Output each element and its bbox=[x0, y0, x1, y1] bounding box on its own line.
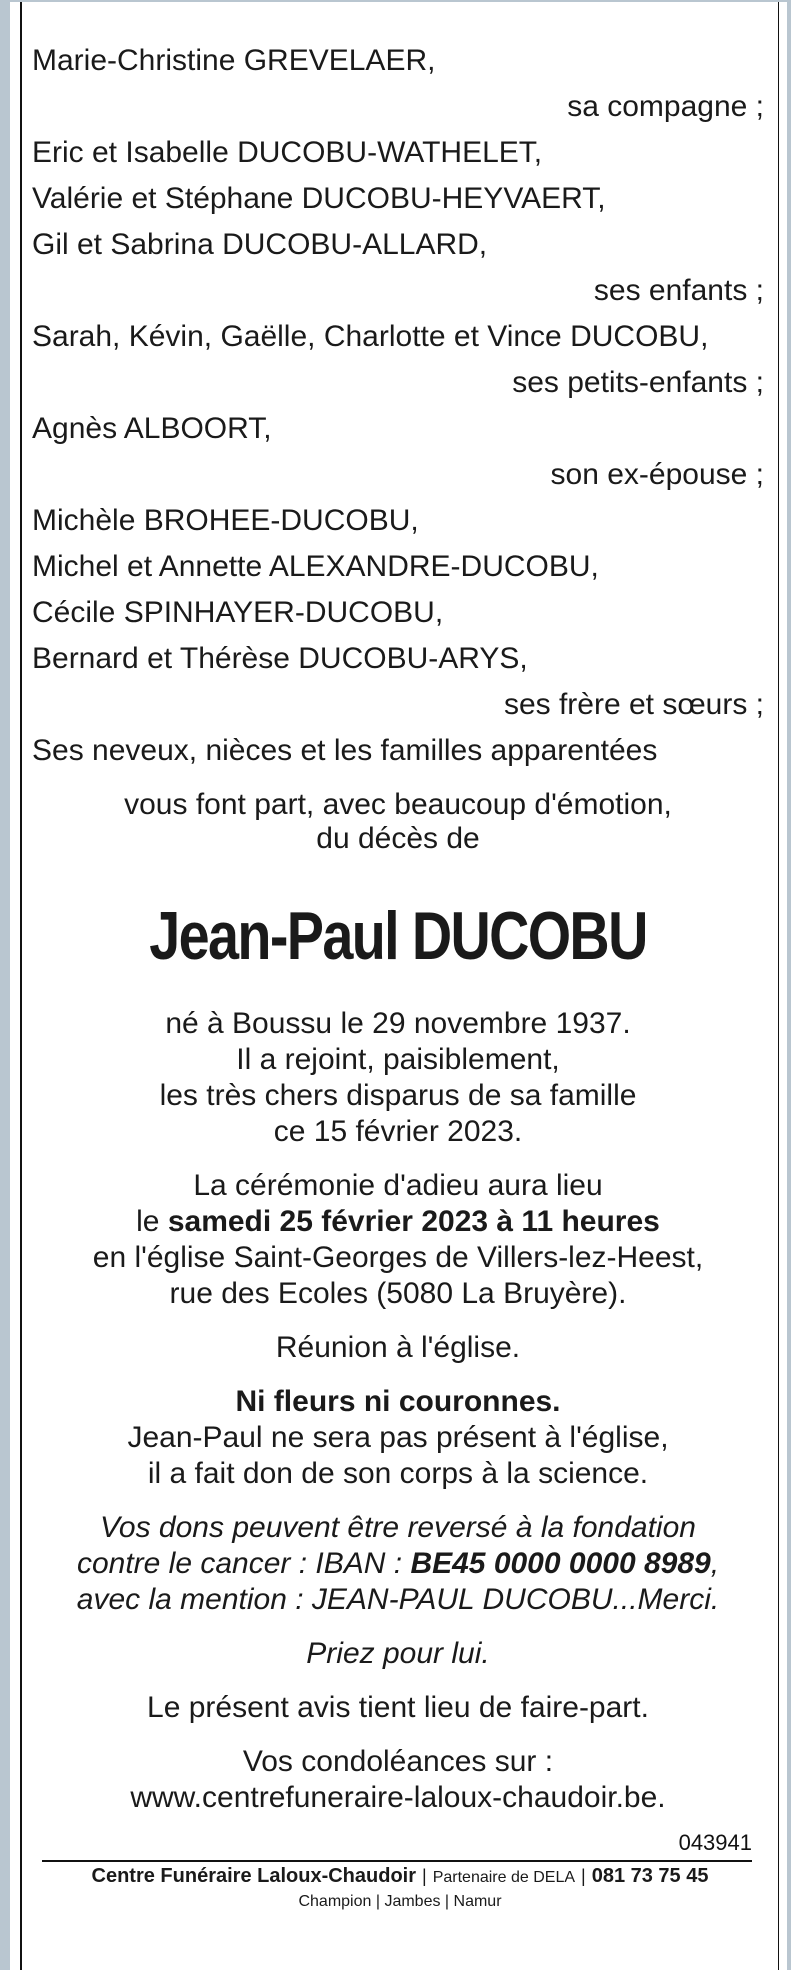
donations-info bbox=[32, 1510, 764, 1618]
meeting-line: Réunion à l'église. bbox=[275, 1331, 521, 1364]
donations-line: avec la mention : JEAN-PAUL DUCOBU...Merci. bbox=[76, 1583, 720, 1616]
birth-line: Il a rejoint, paisiblement, bbox=[236, 1043, 560, 1076]
family-relation: sa compagne ; bbox=[567, 90, 764, 123]
intro-line: vous font part, avec beaucoup d'émotion, bbox=[124, 788, 672, 821]
birth-line: né à Boussu le 29 novembre 1937. bbox=[165, 1007, 631, 1040]
family-member: Marie-Christine GREVELAER, bbox=[32, 44, 436, 77]
ceremony-date: samedi 25 février 2023 à 11 heures bbox=[167, 1205, 660, 1238]
footer-line bbox=[22, 1864, 778, 1890]
prayer-line: Priez pour lui. bbox=[306, 1637, 490, 1670]
family-member: Eric et Isabelle DUCOBU-WATHELET, bbox=[32, 136, 543, 169]
notice-line: Le présent avis tient lieu de faire-part. bbox=[147, 1691, 649, 1724]
footer-company: Centre Funéraire Laloux-Chaudoir bbox=[91, 1865, 417, 1887]
family-list bbox=[32, 38, 764, 774]
meeting-info bbox=[32, 1330, 764, 1366]
family-relation: son ex-épouse ; bbox=[550, 458, 764, 491]
prayer-text bbox=[32, 1636, 764, 1672]
reference-number: 043941 bbox=[678, 1830, 752, 1855]
deceased-name: Jean-Paul DUCOBU bbox=[149, 898, 647, 974]
family-member: Michel et Annette ALEXANDRE-DUCOBU, bbox=[32, 550, 599, 583]
notice-text bbox=[32, 1690, 764, 1726]
footer-partner: Partenaire de DELA bbox=[432, 1869, 576, 1886]
flowers-line: Jean-Paul ne sera pas présent à l'église, bbox=[127, 1421, 669, 1454]
family-member: Sarah, Kévin, Gaëlle, Charlotte et Vince DUCOBU, bbox=[32, 320, 709, 353]
donations-line: Vos dons peuvent être reversé à la fondation bbox=[100, 1511, 696, 1544]
footer-divider bbox=[42, 1860, 752, 1862]
ceremony-line: rue des Ecoles (5080 La Bruyère). bbox=[169, 1277, 627, 1310]
condolences-link[interactable]: www.centrefuneraire-laloux-chaudoir.be. bbox=[130, 1781, 666, 1814]
ceremony-date-line bbox=[32, 1204, 764, 1240]
ceremony-line: en l'église Saint-Georges de Villers-lez-Heest, bbox=[92, 1241, 704, 1274]
donations-iban-suffix: , bbox=[710, 1547, 720, 1580]
ceremony-line: La cérémonie d'adieu aura lieu bbox=[193, 1169, 603, 1202]
notice-content bbox=[32, 38, 764, 1816]
donations-iban-prefix: contre le cancer : IBAN : bbox=[76, 1547, 411, 1580]
family-member: Cécile SPINHAYER-DUCOBU, bbox=[32, 596, 444, 629]
flowers-line: Ni fleurs ni couronnes. bbox=[235, 1385, 561, 1418]
birth-line: ce 15 février 2023. bbox=[273, 1115, 523, 1148]
flowers-line: il a fait don de son corps à la science. bbox=[147, 1457, 649, 1490]
family-relation: ses enfants ; bbox=[593, 274, 764, 307]
family-member: Ses neveux, nièces et les familles apparentées bbox=[32, 734, 658, 767]
condolences-line: Vos condoléances sur : bbox=[242, 1745, 554, 1778]
footer-towns: Champion | Jambes | Namur bbox=[298, 1893, 502, 1910]
footer-separator: | bbox=[422, 1866, 427, 1886]
family-relation: ses petits-enfants ; bbox=[512, 366, 764, 399]
donations-iban-line bbox=[32, 1546, 764, 1582]
birth-info bbox=[32, 1006, 764, 1150]
ceremony-info bbox=[32, 1168, 764, 1312]
family-member: Michèle BROHEE-DUCOBU, bbox=[32, 504, 419, 537]
notice-border bbox=[20, 2, 779, 1970]
flowers-info bbox=[32, 1384, 764, 1492]
condolences-info bbox=[32, 1744, 764, 1816]
ceremony-date-prefix: le bbox=[136, 1205, 168, 1238]
footer bbox=[22, 1864, 778, 1914]
footer-separator: | bbox=[581, 1866, 586, 1886]
intro-text bbox=[32, 788, 764, 856]
family-member: Agnès ALBOORT, bbox=[32, 412, 272, 445]
family-member: Gil et Sabrina DUCOBU-ALLARD, bbox=[32, 228, 488, 261]
family-member: Bernard et Thérèse DUCOBU-ARYS, bbox=[32, 642, 528, 675]
donations-iban: BE45 0000 0000 8989 bbox=[410, 1547, 711, 1580]
family-relation: ses frère et sœurs ; bbox=[503, 688, 764, 721]
intro-line: du décès de bbox=[316, 822, 480, 855]
family-member: Valérie et Stéphane DUCOBU-HEYVAERT, bbox=[32, 182, 606, 215]
birth-line: les très chers disparus de sa famille bbox=[159, 1079, 637, 1112]
footer-phone: 081 73 75 45 bbox=[591, 1865, 709, 1887]
